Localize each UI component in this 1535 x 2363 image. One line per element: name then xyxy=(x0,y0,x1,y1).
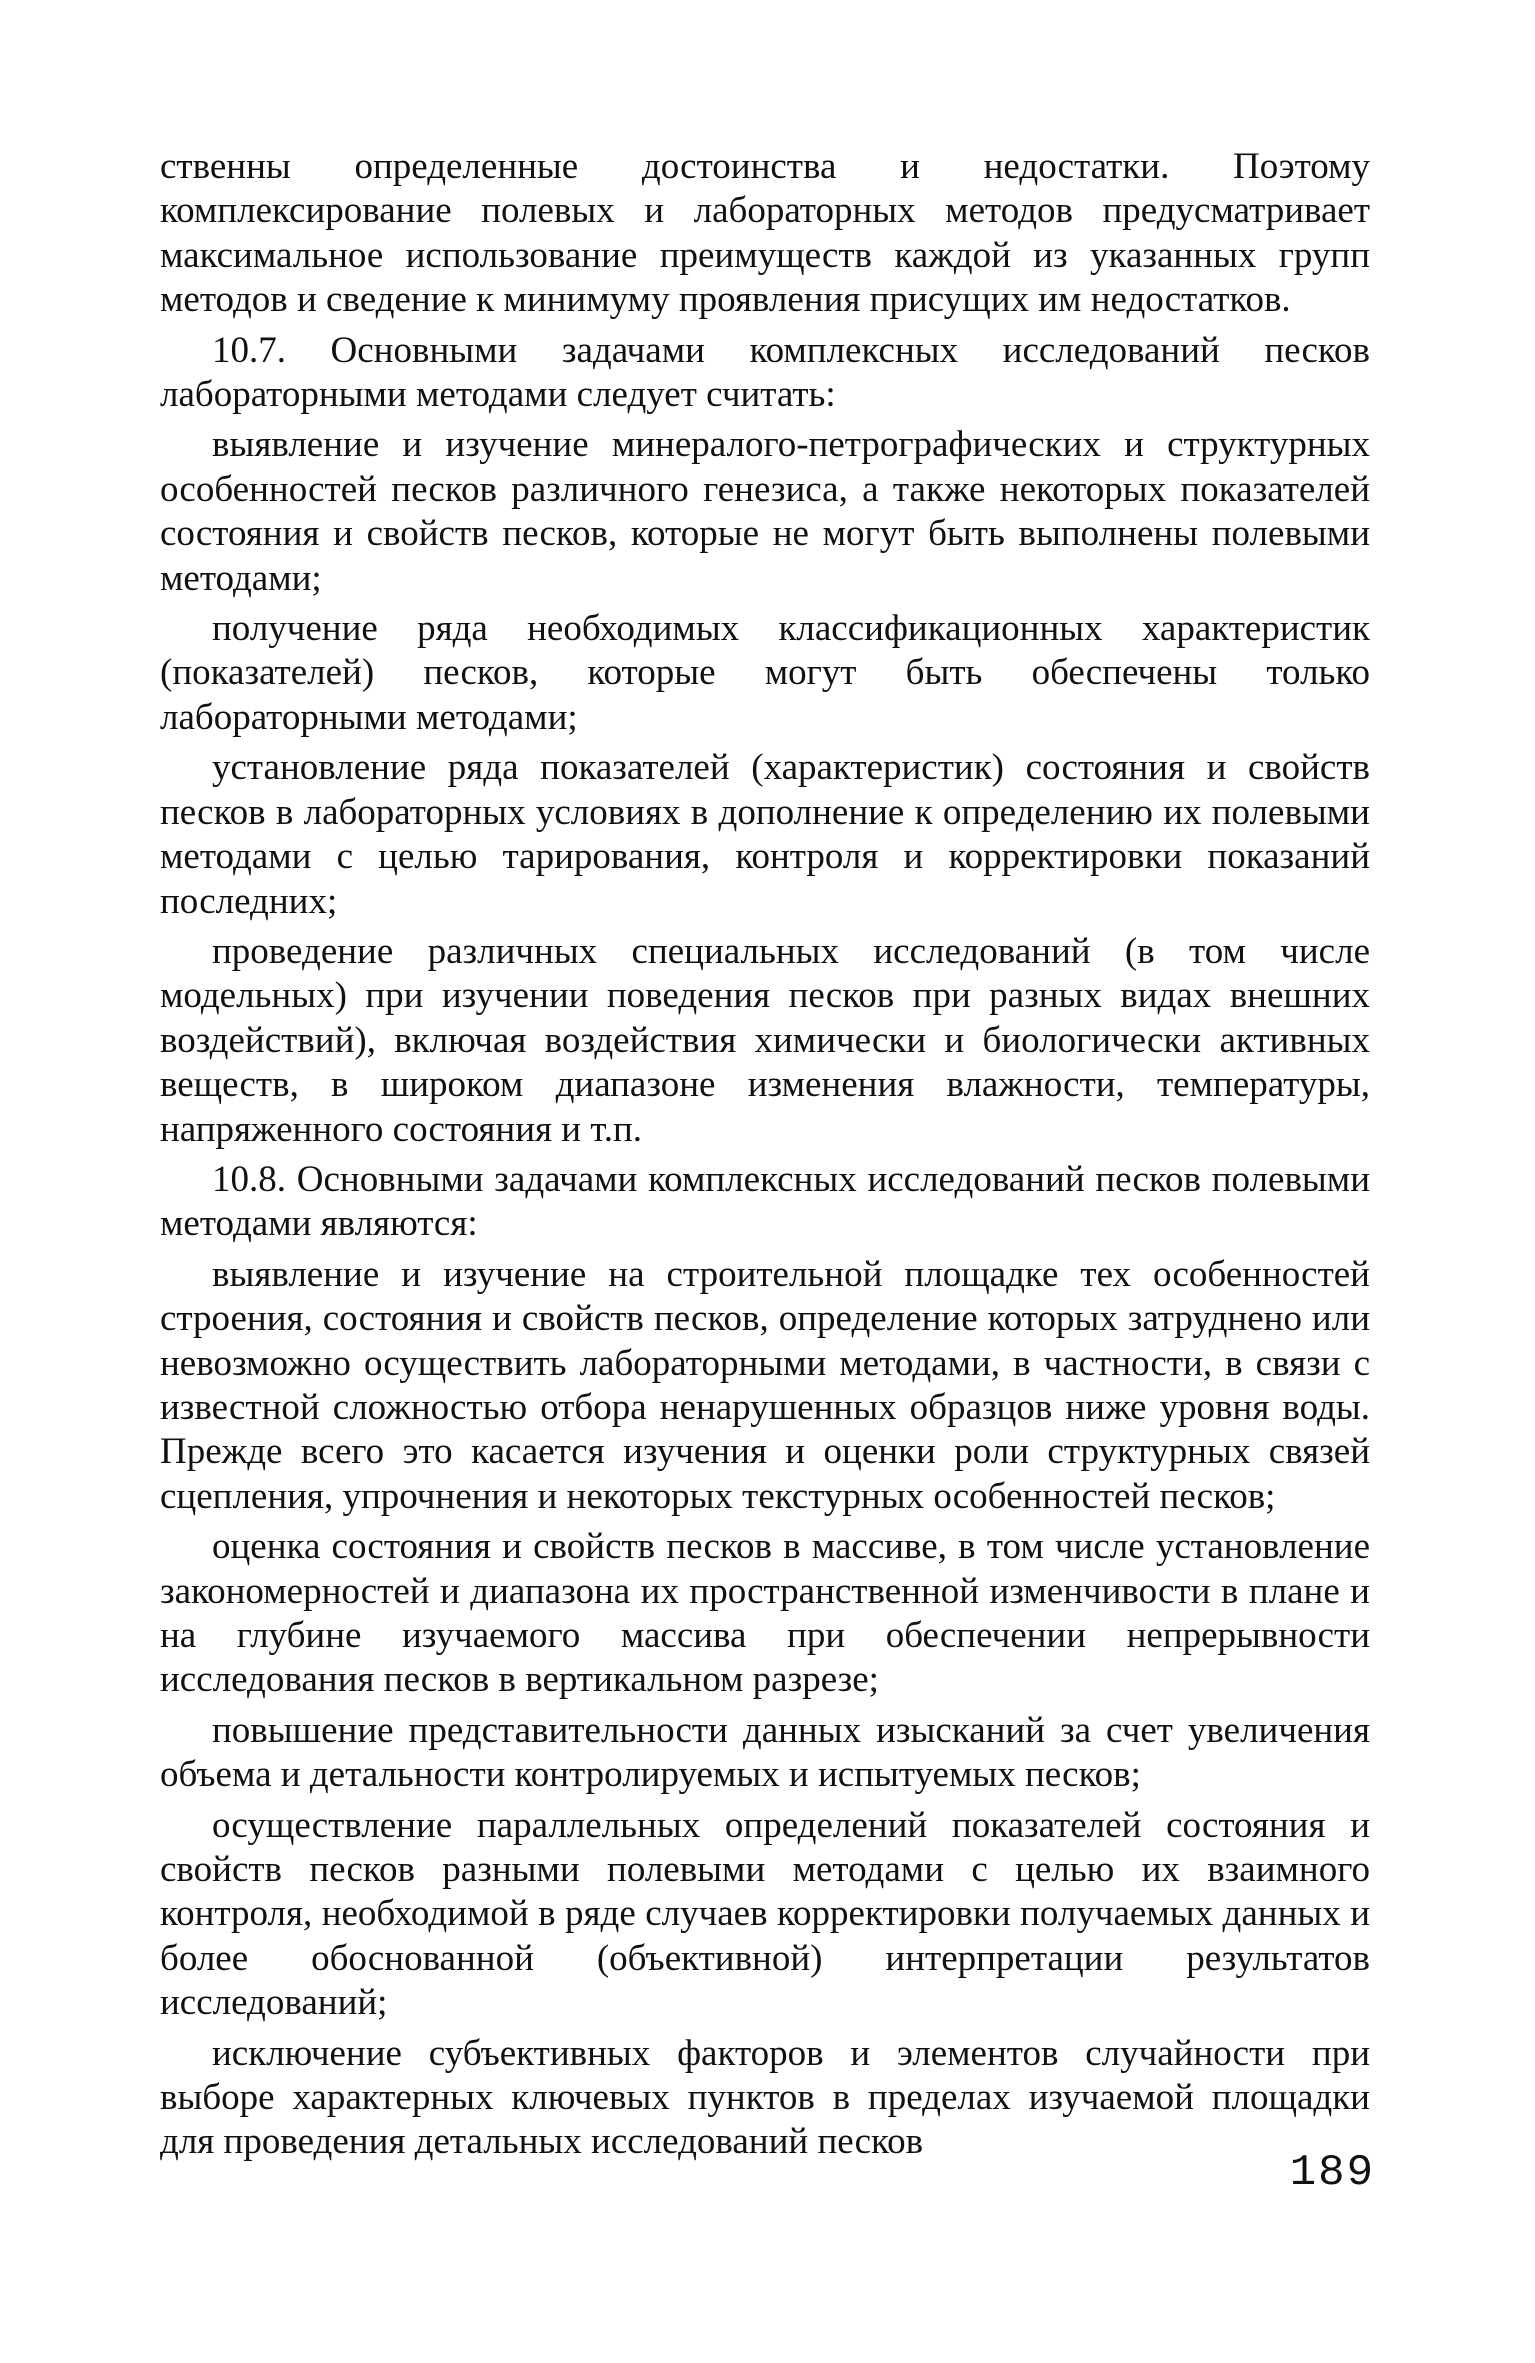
list-item: установление ряда показателей (характеристик) состояния и свойств песков в лабораторных условиях в дополнение к определению их полевыми методами с целью тарирования, контроля и корректировки показаний последних; xyxy=(160,747,1370,922)
list-item: исключение субъективных факторов и элементов случайности при выборе характерных ключевых пунктов в пределах изучаемой площадки для проведения детальных исследований песков xyxy=(160,2032,1370,2163)
body-text xyxy=(160,145,1370,2171)
list-item: выявление и изучение на строительной площадке тех особенностей строения, состояния и свойств песков, определение которых затруднено или невозможно осуществить лабораторными методами, в частности, в связи с известной сложностью отбора ненарушенных образцов ниже уровня воды. Прежде всего это касается изучения и оценки роли структурных связей сцепления, упрочнения и некоторых текстурных особенностей песков; xyxy=(160,1253,1370,1517)
list-item: выявление и изучение минералого-петрографических и структурных особенностей песков различного генезиса, а также некоторых показателей состояния и свойств песков, которые не могут быть выполнены полевыми методами; xyxy=(160,424,1370,599)
list-item: оценка состояния и свойств песков в массиве, в том числе установление закономерностей и диапазона их пространственной изменчивости в плане и на глубине изучаемого массива при обеспечении непрерывности исследования песков в вертикальном разрезе; xyxy=(160,1526,1370,1701)
page-number: 189 xyxy=(1289,2148,1375,2198)
section-10-7-heading: 10.7. Основными задачами комплексных исследований песков лабораторными методами следует считать: xyxy=(160,329,1370,416)
list-item: проведение различных специальных исследований (в том числе модельных) при изучении поведения песков при разных видах внешних воздействий), включая воздействия химически и биологически активных веществ, в широком диапазоне изменения влажности, температуры, напряженного состояния и т.п. xyxy=(160,930,1370,1150)
list-item: получение ряда необходимых классификационных характеристик (показателей) песков, которые могут быть обеспечены только лабораторными методами; xyxy=(160,608,1370,738)
section-10-8-heading: 10.8. Основными задачами комплексных исследований песков полевыми методами являются: xyxy=(160,1158,1370,1245)
list-item: повышение представительности данных изысканий за счет увеличения объема и детальности контролируемых и испытуемых песков; xyxy=(160,1709,1370,1796)
list-item: осуществление параллельных определений показателей состояния и свойств песков разными полевыми методами с целью их взаимного контроля, необходимой в ряде случаев корректировки получаемых данных и более обоснованной (объективной) интерпретации результатов исследований; xyxy=(160,1804,1370,2024)
paragraph-continued: ственны определенные достоинства и недостатки. Поэтому комплексирование полевых и лабораторных методов предусматривает максимальное использование преимуществ каждой из указанных групп методов и сведение к минимуму проявления присущих им недостатков. xyxy=(160,146,1370,321)
